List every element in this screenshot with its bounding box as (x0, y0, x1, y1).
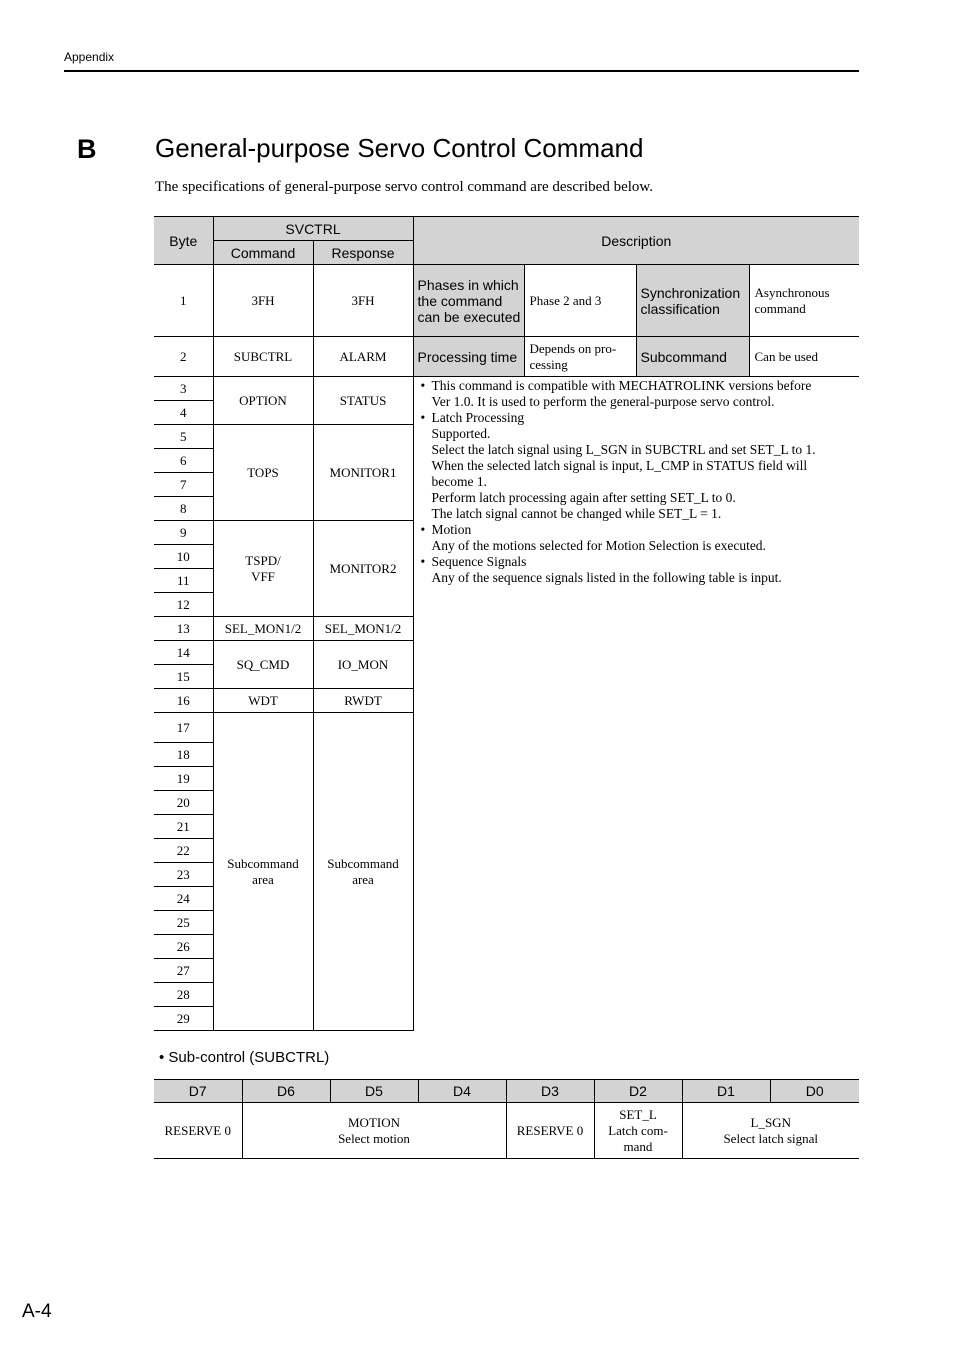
byte-cell: 21 (154, 815, 213, 839)
bit-header: D4 (418, 1080, 506, 1103)
response-monitor2: MONITOR2 (313, 521, 413, 617)
set-l-desc: mand (623, 1138, 653, 1154)
intro-paragraph: The specifications of general-purpose servo control command are described below. (155, 179, 654, 195)
set-l-desc: Latch com- (608, 1122, 668, 1138)
subctrl-table (154, 1079, 859, 1159)
description-bullet: • Latch Processing Supported. Select the latch signal using L_SGN in SUBCTRL and set SET_L to 1. When the selected latch signal is input, L_CMP in STATUS field will become 1. Perform latch processing again after setting SET_L to 0. The latch signal cannot be changed while SET_L = 1. (420, 410, 854, 522)
byte-cell: 24 (154, 887, 213, 911)
byte-cell: 27 (154, 959, 213, 983)
description-line: This command is compatible with MECHATROLINK versions before (431, 378, 812, 393)
bit-l-sgn (682, 1103, 859, 1159)
subcommand-area-label: Subcommand (327, 855, 399, 871)
byte-cell: 9 (154, 521, 213, 545)
l-sgn-desc: Select latch signal (723, 1130, 819, 1146)
motion-label: MOTION (348, 1114, 400, 1130)
byte-cell: 13 (154, 617, 213, 641)
set-l-label: SET_L (619, 1106, 657, 1122)
bit-header: D2 (594, 1080, 682, 1103)
byte-cell: 25 (154, 911, 213, 935)
sync-class-label: Synchronization classification (636, 265, 749, 337)
processing-time-value: Depends on pro-cessing (524, 337, 636, 377)
phases-value: Phase 2 and 3 (524, 265, 636, 337)
subcommand-label: Subcommand (636, 337, 749, 377)
header-command: Command (213, 241, 313, 265)
byte-cell: 14 (154, 641, 213, 665)
byte-cell: 4 (154, 401, 213, 425)
bit-header: D3 (506, 1080, 594, 1103)
bit-set-l (594, 1103, 682, 1159)
response-monitor1: MONITOR1 (313, 425, 413, 521)
description-line: Latch Processing (431, 410, 525, 425)
byte-cell: 7 (154, 473, 213, 497)
bit-header: D7 (154, 1080, 242, 1103)
phases-label: Phases in which the command can be executed (413, 265, 524, 337)
byte-cell: 18 (154, 743, 213, 767)
byte-cell: 6 (154, 449, 213, 473)
byte-cell: 8 (154, 497, 213, 521)
response-sel-mon: SEL_MON1/2 (313, 617, 413, 641)
command-tspd: TSPD/ (245, 552, 281, 568)
bit-header: D5 (330, 1080, 418, 1103)
byte-cell: 26 (154, 935, 213, 959)
description-line: Motion (431, 522, 472, 537)
command-cell: SUBCTRL (213, 337, 313, 377)
description-line: Select the latch signal using L_SGN in SUBCTRL and set SET_L to 1. (431, 442, 816, 457)
command-table (154, 216, 859, 1031)
byte-cell: 10 (154, 545, 213, 569)
description-line: become 1. (431, 474, 487, 489)
bit-header: D6 (242, 1080, 330, 1103)
command-subcommand-area (213, 713, 313, 1031)
description-line: Any of the sequence signals listed in the following table is input. (431, 570, 782, 585)
response-io-mon: IO_MON (313, 641, 413, 689)
response-status: STATUS (313, 377, 413, 425)
header-description: Description (413, 217, 859, 265)
byte-cell: 3 (154, 377, 213, 401)
description-body (420, 378, 854, 586)
sync-class-value: Asynchronous command (749, 265, 859, 337)
command-wdt: WDT (213, 689, 313, 713)
byte-cell: 11 (154, 569, 213, 593)
byte-cell: 12 (154, 593, 213, 617)
description-line: Perform latch processing again after setting SET_L to 0. (431, 490, 736, 505)
header-response: Response (313, 241, 413, 265)
section-letter: B (77, 134, 97, 164)
running-header: Appendix (64, 50, 115, 64)
byte-cell: 17 (154, 713, 213, 743)
byte-cell: 20 (154, 791, 213, 815)
description-line: When the selected latch signal is input, L_CMP in STATUS field will (431, 458, 808, 473)
byte-cell: 23 (154, 863, 213, 887)
bit-header: D1 (682, 1080, 770, 1103)
byte-cell: 29 (154, 1007, 213, 1031)
description-line: The latch signal cannot be changed while SET_L = 1. (431, 506, 722, 521)
description-line: Any of the motions selected for Motion Selection is executed. (431, 538, 766, 553)
processing-time-label: Processing time (413, 337, 524, 377)
command-tops: TOPS (213, 425, 313, 521)
subcommand-area-label: Subcommand (227, 855, 299, 871)
command-tspd-vff (213, 521, 313, 617)
byte-cell: 16 (154, 689, 213, 713)
command-vff: VFF (251, 568, 275, 584)
bit-reserve-d7: RESERVE 0 (154, 1103, 242, 1159)
response-subcommand-area (313, 713, 413, 1031)
response-rwdt: RWDT (313, 689, 413, 713)
description-line: Ver 1.0. It is used to perform the general-purpose servo control. (431, 394, 775, 409)
description-bullet: • Sequence Signals Any of the sequence signals listed in the following table is input. (420, 554, 854, 586)
bit-motion (242, 1103, 506, 1159)
command-sq-cmd: SQ_CMD (213, 641, 313, 689)
bit-header: D0 (770, 1080, 859, 1103)
description-line: Sequence Signals (431, 554, 527, 569)
section-title: General-purpose Servo Control Command (155, 133, 644, 163)
byte-cell: 22 (154, 839, 213, 863)
description-bullet: • Motion Any of the motions selected for Motion Selection is executed. (420, 522, 854, 554)
description-cell (413, 377, 859, 1031)
header-rule (64, 70, 859, 72)
response-cell: ALARM (313, 337, 413, 377)
byte-cell: 1 (154, 265, 213, 337)
byte-cell: 19 (154, 767, 213, 791)
byte-cell: 15 (154, 665, 213, 689)
command-cell: 3FH (213, 265, 313, 337)
page-number: A-4 (22, 1301, 52, 1322)
command-sel-mon: SEL_MON1/2 (213, 617, 313, 641)
byte-cell: 28 (154, 983, 213, 1007)
header-svctrl: SVCTRL (213, 217, 413, 241)
subcommand-area-label: area (352, 871, 374, 887)
bit-reserve-d3: RESERVE 0 (506, 1103, 594, 1159)
response-cell: 3FH (313, 265, 413, 337)
command-option: OPTION (213, 377, 313, 425)
byte-cell: 2 (154, 337, 213, 377)
subcommand-value: Can be used (749, 337, 859, 377)
motion-desc: Select motion (338, 1130, 410, 1146)
header-byte: Byte (154, 217, 213, 265)
subctrl-heading: • Sub-control (SUBCTRL) (159, 1049, 330, 1066)
byte-cell: 5 (154, 425, 213, 449)
l-sgn-label: L_SGN (750, 1114, 791, 1130)
description-line: Supported. (431, 426, 491, 441)
subcommand-area-label: area (252, 871, 274, 887)
description-bullet: • This command is compatible with MECHATROLINK versions before Ver 1.0. It is used to perform the general-purpose servo control. (420, 378, 854, 410)
